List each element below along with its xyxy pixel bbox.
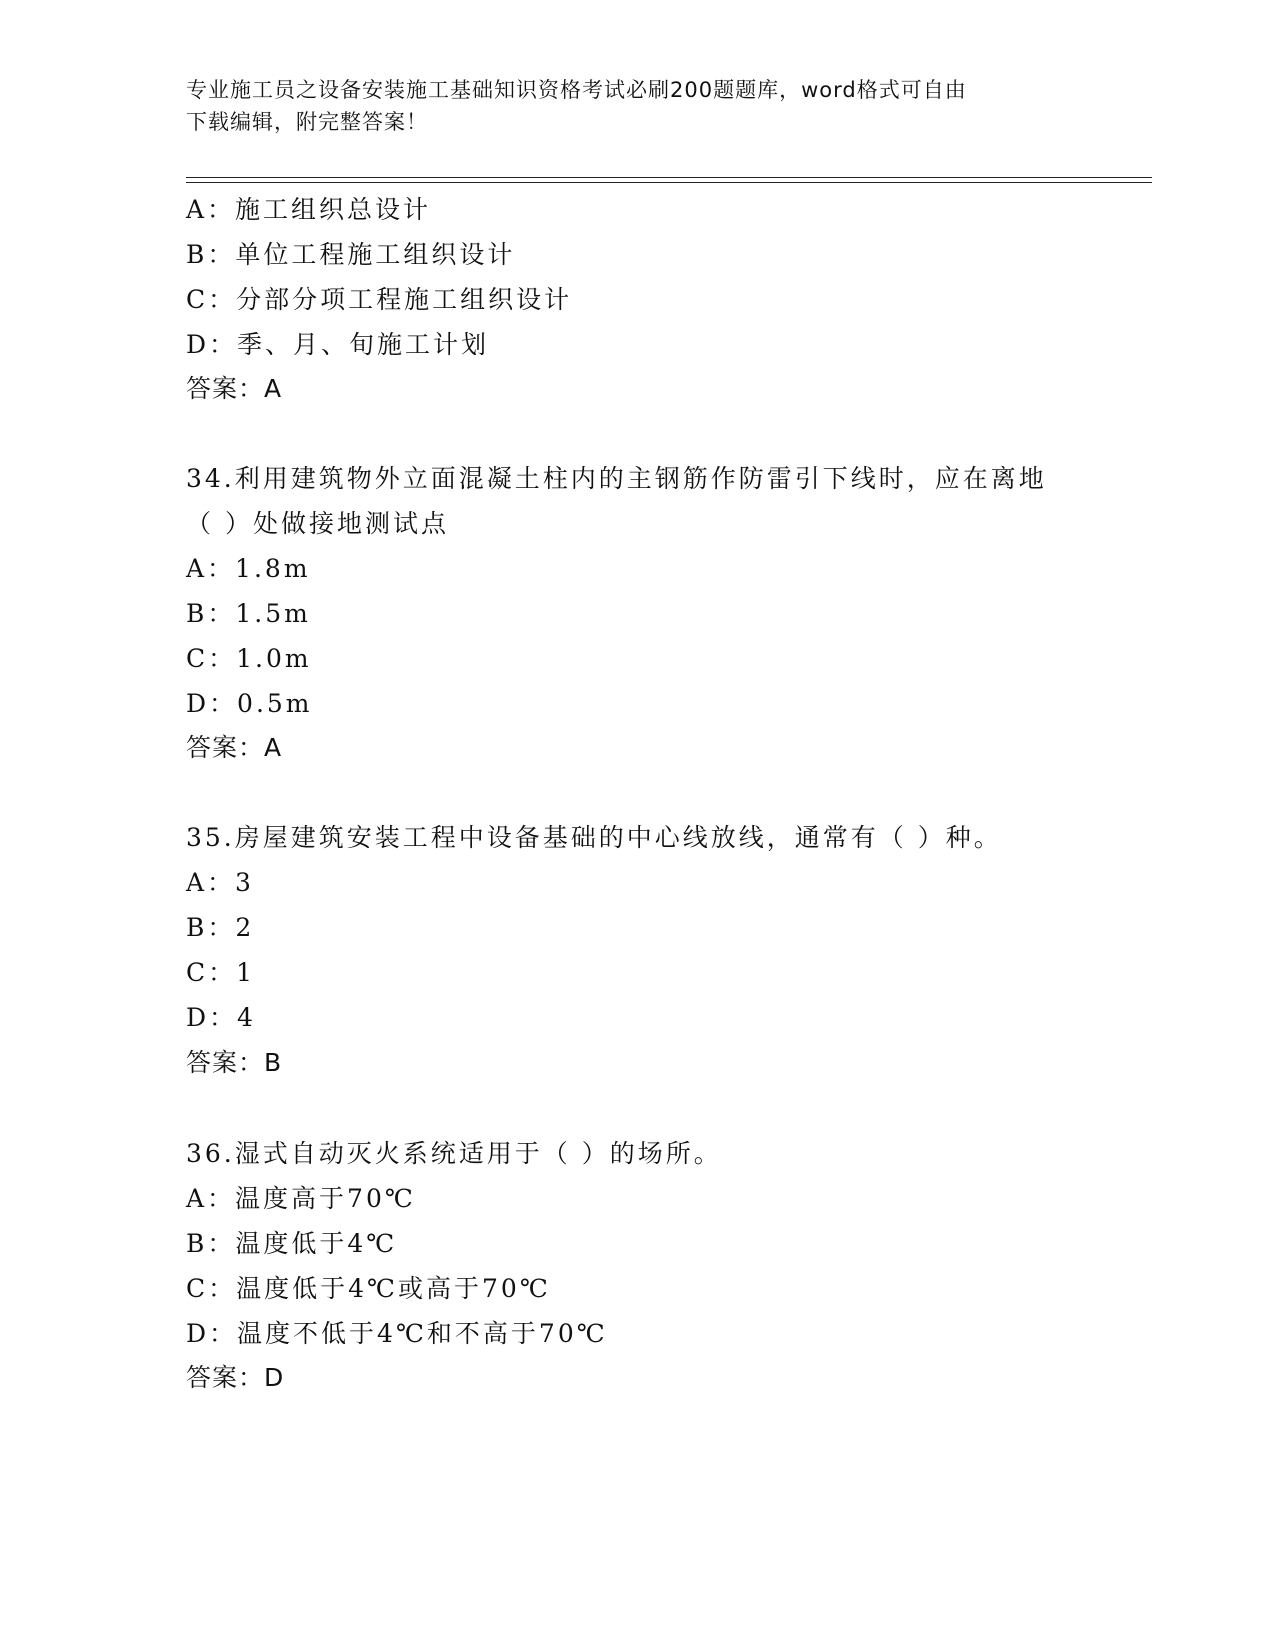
q35-option-c: C：1 — [186, 958, 256, 987]
q35-option-b: B：2 — [186, 913, 255, 942]
header-divider-bottom — [186, 182, 1152, 183]
q33-option-c: C：分部分项工程施工组织设计 — [186, 285, 573, 314]
q35-option-d: D：4 — [186, 1003, 256, 1032]
q33-answer: 答案：A — [186, 374, 283, 403]
q34-option-b: B：1.5m — [186, 599, 311, 628]
q35-question: 35.房屋建筑安装工程中设备基础的中心线放线，通常有（ ）种。 — [186, 823, 1002, 852]
header-line-1: 专业施工员之设备安装施工基础知识资格考试必刷200题题库，word格式可自由 — [186, 78, 967, 102]
q33-option-d: D：季、月、旬施工计划 — [186, 330, 490, 359]
q34-answer: 答案：A — [186, 733, 283, 762]
q36-option-a: A：温度高于70℃ — [186, 1184, 416, 1213]
q36-question: 36.湿式自动灭火系统适用于（ ）的场所。 — [186, 1139, 722, 1168]
q34-question-line-1: 34.利用建筑物外立面混凝土柱内的主钢筋作防雷引下线时，应在离地 — [186, 464, 1047, 493]
q36-option-b: B：温度低于4℃ — [186, 1229, 398, 1258]
q34-option-a: A：1.8m — [186, 554, 311, 583]
q35-answer: 答案：B — [186, 1048, 283, 1077]
q34-option-c: C：1.0m — [186, 644, 312, 673]
q33-option-b: B：单位工程施工组织设计 — [186, 240, 516, 269]
document-header — [186, 74, 1086, 138]
q36-option-c: C：温度低于4℃或高于70℃ — [186, 1274, 551, 1303]
q36-option-d: D：温度不低于4℃和不高于70℃ — [186, 1319, 608, 1348]
q33-option-a: A：施工组织总设计 — [186, 195, 432, 224]
header-line-2: 下载编辑，附完整答案！ — [186, 110, 428, 134]
header-divider-top — [186, 177, 1152, 178]
q34-question-line-2: （ ）处做接地测试点 — [186, 509, 449, 538]
q35-option-a: A：3 — [186, 868, 254, 897]
q34-option-d: D：0.5m — [186, 689, 313, 718]
q36-answer: 答案：D — [186, 1363, 285, 1392]
